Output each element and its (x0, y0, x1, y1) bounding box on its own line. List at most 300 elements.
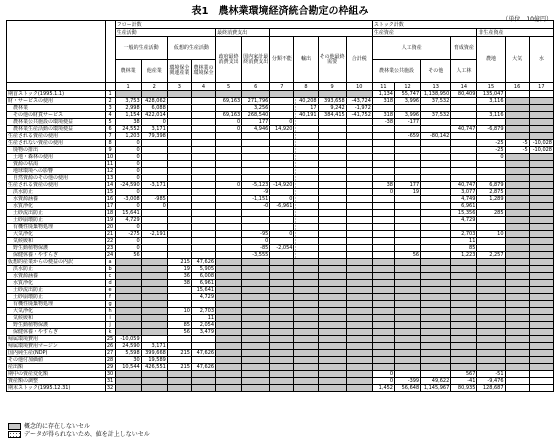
table-cell (318, 280, 346, 287)
table-cell (191, 357, 215, 364)
table-cell: 2,054 (191, 322, 215, 329)
table-cell: 0 (372, 189, 394, 196)
table-cell (505, 231, 529, 238)
table-cell (346, 350, 372, 357)
table-cell (294, 182, 318, 189)
row-label: 財・サービスの使用 (7, 98, 106, 105)
table-cell (270, 357, 294, 364)
row-number: 27 (106, 350, 114, 356)
table-cell: 3,996 (395, 98, 421, 105)
table-cell (318, 385, 346, 392)
row-number: e (105, 287, 115, 294)
table-cell (216, 322, 242, 329)
table-cell: 0 (141, 203, 167, 210)
table-cell (529, 322, 553, 329)
table-row (7, 189, 554, 196)
table-cell: 426,551 (141, 364, 167, 371)
table-cell (421, 364, 451, 371)
table-cell (395, 245, 421, 252)
table-row (7, 308, 554, 315)
table-cell (451, 357, 477, 364)
table-row (7, 161, 554, 168)
table-cell (346, 154, 372, 161)
table-cell (372, 224, 394, 231)
column-number: 1 (115, 83, 141, 91)
table-cell (505, 182, 529, 189)
table-cell (191, 224, 215, 231)
table-cell (529, 91, 553, 98)
table-cell (115, 322, 141, 329)
unit-label: （単位 10億円） (502, 16, 552, 23)
table-cell (242, 294, 270, 301)
table-cell: 38 (167, 280, 191, 287)
table-cell (505, 294, 529, 301)
table-cell (167, 133, 191, 140)
table-cell (372, 294, 394, 301)
table-cell (294, 364, 318, 371)
column-number: 8 (294, 83, 318, 91)
table-cell (318, 175, 346, 182)
table-cell (318, 273, 346, 280)
table-cell (191, 301, 215, 308)
table-cell (115, 266, 141, 273)
table-cell (451, 315, 477, 322)
row-label: 土砂崩壊防止 (7, 217, 106, 224)
table-cell: 1,138,950 (421, 91, 451, 98)
table-cell (242, 329, 270, 336)
table-cell (167, 224, 191, 231)
table-row (7, 378, 554, 385)
column-number: 11 (372, 83, 394, 91)
row-number: 6 (105, 126, 115, 133)
row-number: 26 (106, 343, 114, 349)
table-row (7, 217, 554, 224)
table-cell: 1,223 (451, 252, 477, 259)
table-cell (191, 203, 215, 210)
table-row (7, 168, 554, 175)
column-number: 6 (242, 83, 270, 91)
table-cell (216, 315, 242, 322)
table-cell (477, 336, 505, 343)
table-row (7, 147, 554, 154)
table-cell (294, 273, 318, 280)
table-cell: -2,054 (270, 245, 294, 252)
table-cell (505, 161, 529, 168)
table-cell (395, 203, 421, 210)
row-number: 13 (106, 175, 114, 181)
table-cell (294, 259, 318, 266)
row-label: 土砂流出防止 (7, 287, 106, 294)
table-cell (270, 168, 294, 175)
table-cell: 0 (216, 126, 242, 133)
table-cell (318, 336, 346, 343)
table-cell: 215 (167, 364, 191, 371)
table-cell: 0 (115, 189, 141, 196)
table-cell: -3,171 (141, 182, 167, 189)
table-cell: 15,641 (115, 210, 141, 217)
row-number: 21 (106, 231, 114, 237)
table-cell (242, 378, 270, 385)
col16-header: 大気 (505, 37, 529, 83)
row-label: 農林業 (7, 105, 106, 112)
table-cell: 55,747 (395, 91, 421, 98)
table-cell (242, 147, 270, 154)
table-cell: 6,879 (477, 182, 505, 189)
table-cell (318, 126, 346, 133)
table-cell (451, 154, 477, 161)
row-number: j (105, 322, 115, 329)
table-cell (167, 357, 191, 364)
table-cell (529, 315, 553, 322)
row-label: 国内純生産(NDP) (7, 350, 106, 357)
table-row (7, 273, 554, 280)
table-row (7, 203, 554, 210)
table-cell (141, 280, 167, 287)
table-cell (191, 252, 215, 259)
table-row (7, 182, 554, 189)
table-cell (372, 217, 394, 224)
table-cell (505, 329, 529, 336)
table-cell (294, 154, 318, 161)
table-cell (216, 273, 242, 280)
table-cell (529, 308, 553, 315)
table-cell (318, 217, 346, 224)
table-cell (167, 385, 191, 392)
table-cell: 0 (242, 238, 270, 245)
row-label: 期中の資産変化額 (7, 371, 106, 378)
table-cell (216, 280, 242, 287)
row-number: 11 (106, 161, 114, 167)
table-cell (505, 385, 529, 392)
table-cell: 3,171 (141, 343, 167, 350)
table-cell (318, 294, 346, 301)
column-number: 7 (270, 83, 294, 91)
table-cell (167, 287, 191, 294)
row-number: b (105, 266, 115, 273)
table-cell (421, 357, 451, 364)
table-cell (477, 259, 505, 266)
col14-header: 人工林 (451, 60, 477, 83)
table-cell: -14,920 (270, 182, 294, 189)
table-cell (294, 210, 318, 217)
table-cell (505, 133, 529, 140)
legend-dotted-label: データが得られないため、値を計上しないセル (24, 431, 150, 438)
table-cell (167, 378, 191, 385)
table-cell: 0 (115, 238, 141, 245)
table-row (7, 280, 554, 287)
table-cell (529, 364, 553, 371)
table-cell (167, 189, 191, 196)
table-cell: -177 (395, 119, 421, 126)
table-row (7, 154, 554, 161)
table-cell (294, 350, 318, 357)
table-row (7, 105, 554, 112)
table-cell: 11 (191, 315, 215, 322)
table-cell (346, 385, 372, 392)
row-label: 土砂流出防止 (7, 210, 106, 217)
table-cell (242, 91, 270, 98)
table-row (7, 245, 554, 252)
table-cell (395, 196, 421, 203)
row-label: 洪水防止 (7, 266, 106, 273)
table-cell (346, 224, 372, 231)
table-cell: 10 (477, 231, 505, 238)
table-cell (421, 273, 451, 280)
table-cell: 40,191 (294, 112, 318, 119)
row-number: k (105, 329, 115, 336)
table-row (7, 385, 554, 392)
table-cell (395, 154, 421, 161)
table-cell: 1,134 (372, 91, 394, 98)
table-cell (421, 315, 451, 322)
table-cell (346, 210, 372, 217)
row-number: 17 (106, 203, 114, 209)
row-number: 10 (106, 154, 114, 160)
table-cell (477, 175, 505, 182)
table-cell: 128,687 (477, 385, 505, 392)
table-cell (505, 238, 529, 245)
table-row (7, 350, 554, 357)
table-cell (115, 91, 141, 98)
table-cell (270, 217, 294, 224)
table-cell (141, 301, 167, 308)
table-cell (270, 112, 294, 119)
table-cell (505, 308, 529, 315)
table-cell: 0 (372, 371, 394, 378)
table-cell (505, 98, 529, 105)
table-cell: 1,452 (372, 385, 394, 392)
table-cell (395, 210, 421, 217)
table-cell (216, 231, 242, 238)
row-label: 野生動植物保護 (7, 322, 106, 329)
table-cell: -51 (477, 371, 505, 378)
table-cell (216, 350, 242, 357)
row-label: 水質浄化 (7, 203, 106, 210)
table-cell: 1,154 (115, 112, 141, 119)
table-cell (191, 210, 215, 217)
table-cell (191, 343, 215, 350)
table-cell (372, 329, 394, 336)
table-cell (270, 259, 294, 266)
table-cell (216, 343, 242, 350)
column-number: 15 (477, 83, 505, 91)
table-cell (115, 371, 141, 378)
table-cell (505, 196, 529, 203)
row-label: 期末ストック(1995.12.31) (7, 385, 106, 392)
table-cell (167, 154, 191, 161)
table-cell (372, 357, 394, 364)
table-cell (505, 350, 529, 357)
table-cell (318, 182, 346, 189)
table-cell (167, 336, 191, 343)
table-cell (141, 336, 167, 343)
table-cell (141, 294, 167, 301)
table-body (7, 91, 554, 392)
table-cell (270, 147, 294, 154)
table-cell (141, 315, 167, 322)
row-label: 期首ストック(1995.1.1) (7, 91, 106, 98)
table-cell (167, 119, 191, 126)
table-cell (242, 140, 270, 147)
table-cell (294, 231, 318, 238)
table-cell (242, 133, 270, 140)
table-cell (318, 119, 346, 126)
table-cell (141, 266, 167, 273)
table-row (7, 259, 554, 266)
table-cell: 2,703 (191, 308, 215, 315)
table-cell: 40,747 (451, 182, 477, 189)
table-cell (270, 224, 294, 231)
table-cell (242, 161, 270, 168)
table-row (7, 294, 554, 301)
table-cell (421, 350, 451, 357)
row-number: 16 (106, 196, 114, 202)
column-number: 13 (421, 83, 451, 91)
table-cell (216, 371, 242, 378)
table-cell (372, 154, 394, 161)
table-cell (141, 371, 167, 378)
table-cell: 268,540 (242, 112, 270, 119)
table-cell (421, 231, 451, 238)
table-cell (294, 252, 318, 259)
table-cell: 1,289 (477, 196, 505, 203)
row-label: 保健休養・やすらぎ (7, 252, 106, 259)
table-cell (167, 371, 191, 378)
table-cell: 56 (167, 329, 191, 336)
table-row (7, 91, 554, 98)
table-cell (270, 315, 294, 322)
table-cell: -985 (141, 196, 167, 203)
table-cell (270, 252, 294, 259)
row-number: 31 (106, 378, 114, 384)
table-cell (167, 301, 191, 308)
table-cell (395, 175, 421, 182)
table-cell (294, 203, 318, 210)
table-cell: -1,972 (346, 105, 372, 112)
table-cell (372, 287, 394, 294)
table-cell (477, 168, 505, 175)
table-cell (294, 147, 318, 154)
table-cell (216, 91, 242, 98)
table-cell (270, 175, 294, 182)
row-label: 気候緩和 (7, 238, 106, 245)
legend-item-dotted (8, 431, 150, 439)
table-cell (346, 329, 372, 336)
table-cell (451, 140, 477, 147)
table-cell (346, 238, 372, 245)
row-label: 大気浄化 (7, 231, 106, 238)
column-number: 5 (216, 83, 242, 91)
table-cell (346, 245, 372, 252)
table-cell (294, 343, 318, 350)
row-label: 帰属環境費用マージン (7, 343, 106, 350)
table-cell (529, 280, 553, 287)
table-cell (270, 301, 294, 308)
table-cell (346, 196, 372, 203)
table-cell: 69,163 (216, 112, 242, 119)
table-cell: -6,961 (270, 203, 294, 210)
table-cell (505, 343, 529, 350)
table-cell: 567 (451, 371, 477, 378)
table-cell (216, 217, 242, 224)
table-cell (294, 224, 318, 231)
table-cell (191, 238, 215, 245)
table-cell (191, 245, 215, 252)
table-cell: 1,145,967 (421, 385, 451, 392)
table-cell (318, 301, 346, 308)
table-row (7, 112, 554, 119)
table-cell (191, 119, 215, 126)
column-number: 10 (346, 83, 372, 91)
table-cell (395, 364, 421, 371)
table-cell (421, 140, 451, 147)
table-cell (216, 252, 242, 259)
table-cell (395, 105, 421, 112)
table-cell (395, 371, 421, 378)
table-cell (346, 147, 372, 154)
table-cell (477, 364, 505, 371)
table-cell (529, 119, 553, 126)
table-cell (115, 287, 141, 294)
table-cell (421, 154, 451, 161)
table-cell (505, 357, 529, 364)
table-cell (318, 210, 346, 217)
table-cell (529, 371, 553, 378)
row-number: 8 (105, 140, 115, 147)
table-cell (421, 259, 451, 266)
table-cell (529, 259, 553, 266)
table-cell (318, 357, 346, 364)
table-cell (477, 161, 505, 168)
table-cell (167, 126, 191, 133)
table-cell (270, 280, 294, 287)
table-cell (421, 189, 451, 196)
table-cell (141, 91, 167, 98)
table-cell (529, 266, 553, 273)
row-label: 水資源涵養 (7, 273, 106, 280)
table-cell: 24,590 (115, 343, 141, 350)
table-cell: -659 (395, 133, 421, 140)
table-cell (141, 252, 167, 259)
table-cell: 0 (115, 161, 141, 168)
legend-shaded-label: 概念的に存在しないセル (24, 423, 91, 430)
row-number: 4 (105, 112, 115, 119)
table-cell (294, 322, 318, 329)
table-cell (421, 119, 451, 126)
table-cell (318, 252, 346, 259)
table-cell (372, 350, 394, 357)
table-cell: 85 (451, 245, 477, 252)
table-cell (191, 126, 215, 133)
column-number: 4 (191, 83, 215, 91)
row-label: 水質浄化 (7, 280, 106, 287)
table-cell: 56 (115, 252, 141, 259)
table-cell: 3,256 (242, 105, 270, 112)
table-cell (167, 252, 191, 259)
table-cell (242, 357, 270, 364)
table-cell (421, 182, 451, 189)
table-title: 表1 農林業環境経済統合勘定の枠組み (191, 6, 369, 17)
table-cell (395, 273, 421, 280)
table-cell (346, 301, 372, 308)
table-cell (372, 105, 394, 112)
table-cell: 0 (477, 154, 505, 161)
table-cell (529, 182, 553, 189)
table-cell: -41,752 (346, 112, 372, 119)
table-cell (318, 350, 346, 357)
table-cell (529, 378, 553, 385)
table-cell: 19 (167, 266, 191, 273)
